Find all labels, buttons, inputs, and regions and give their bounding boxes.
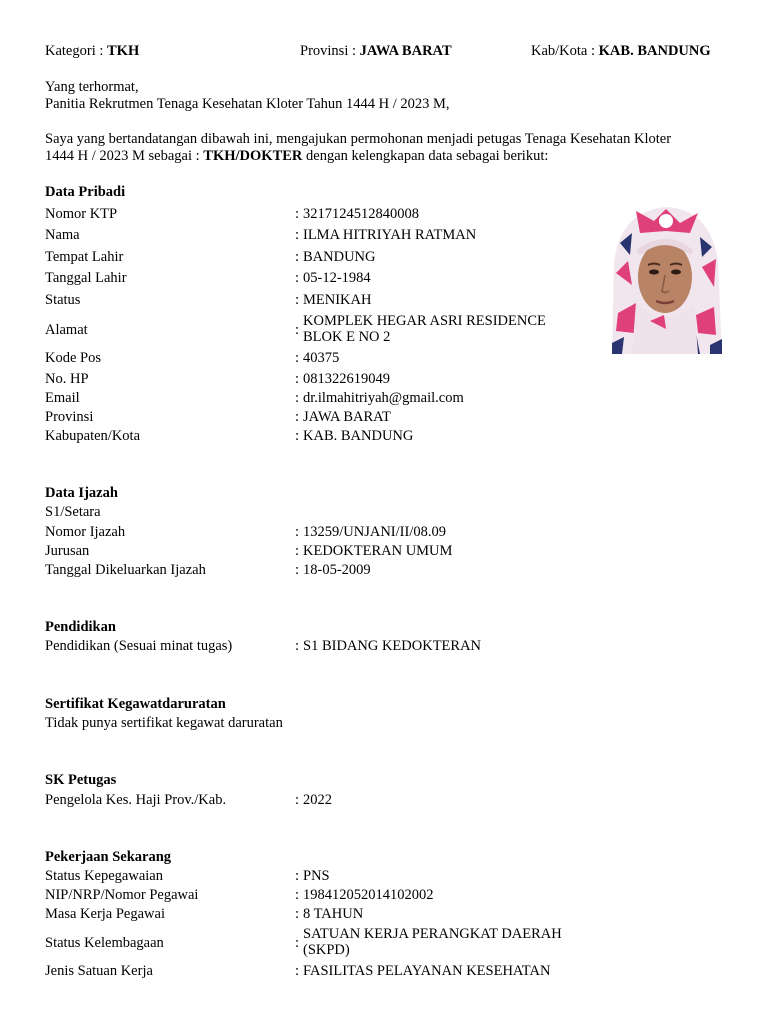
header-kategori [45, 43, 139, 60]
field-label: Pengelola Kes. Haji Prov./Kab. [45, 792, 227, 808]
kabkota-value: KAB. BANDUNG [598, 43, 711, 59]
field-value: FASILITAS PELAYANAN KESEHATAN [303, 963, 551, 979]
applicant-photo-icon [606, 203, 724, 354]
section-title-text: Pendidikan [45, 619, 116, 635]
field-value: KAB. BANDUNG [303, 428, 414, 444]
section-title-data-pribadi [45, 184, 125, 201]
field-label: Jenis Satuan Kerja [45, 963, 153, 979]
field-colon: : [295, 906, 300, 922]
field-value-line-2: BLOK E NO 2 [303, 329, 391, 345]
field-label: NIP/NRP/Nomor Pegawai [45, 887, 199, 903]
field-colon: : [295, 292, 300, 308]
field-colon: : [295, 322, 300, 338]
section-title-pendidikan [45, 619, 116, 636]
field-value: ILMA HITRIYAH RATMAN [303, 227, 477, 243]
section-title-sertifikat [45, 696, 226, 713]
field-colon: : [295, 390, 300, 406]
field-value: 198412052014102002 [303, 887, 434, 903]
applicant-photo [606, 203, 724, 354]
intro-line-2-pre: 1444 H / 2023 M sebagai : [45, 148, 204, 164]
field-value-line-1: SATUAN KERJA PERANGKAT DAERAH [303, 926, 562, 942]
ijazah-level: S1/Setara [45, 504, 101, 520]
field-value: 40375 [303, 350, 340, 366]
field-label: No. HP [45, 371, 89, 387]
field-colon: : [295, 887, 300, 903]
field-colon: : [295, 562, 300, 578]
field-value-line-1: KOMPLEK HEGAR ASRI RESIDENCE [303, 313, 546, 329]
section-title-text: Data Pribadi [45, 184, 126, 200]
field-label: Provinsi [45, 409, 94, 425]
header-provinsi [300, 43, 452, 60]
sertifikat-text: Tidak punya sertifikat kegawat daruratan [45, 715, 283, 731]
provinsi-label: Provinsi : [300, 43, 360, 59]
field-label: Nama [45, 227, 80, 243]
field-value: 081322619049 [303, 371, 390, 387]
field-colon: : [295, 249, 300, 265]
field-label: Status Kepegawaian [45, 868, 163, 884]
field-colon: : [295, 963, 300, 979]
field-value [303, 926, 562, 958]
field-value: 05-12-1984 [303, 270, 371, 286]
field-label: Tanggal Dikeluarkan Ijazah [45, 562, 206, 578]
field-value: MENIKAH [303, 292, 372, 308]
field-value: 13259/UNJANI/II/08.09 [303, 524, 446, 540]
field-colon: : [295, 409, 300, 425]
field-colon: : [295, 935, 300, 951]
field-colon: : [295, 543, 300, 559]
field-colon: : [295, 428, 300, 444]
field-label: Nomor KTP [45, 206, 118, 222]
recipient: Panitia Rekrutmen Tenaga Kesehatan Kloter Tahun 1444 H / 2023 M, [45, 96, 450, 112]
salutation: Yang terhormat, [45, 79, 139, 95]
section-title-text: Data Ijazah [45, 485, 118, 501]
intro-line-2 [45, 148, 548, 165]
field-value: PNS [303, 868, 330, 884]
field-label: Masa Kerja Pegawai [45, 906, 165, 922]
field-label: Kabupaten/Kota [45, 428, 141, 444]
intro-line-1: Saya yang bertandatangan dibawah ini, mengajukan permohonan menjadi petugas Tenaga Kesehatan Kloter [45, 131, 672, 147]
kategori-value: TKH [107, 43, 140, 59]
section-title-sk-petugas [45, 772, 116, 789]
section-title-pekerjaan [45, 849, 171, 866]
kabkota-label: Kab/Kota : [531, 43, 599, 59]
field-value: 2022 [303, 792, 332, 808]
field-colon: : [295, 371, 300, 387]
field-colon: : [295, 270, 300, 286]
field-colon: : [295, 350, 300, 366]
field-colon: : [295, 638, 300, 654]
field-colon: : [295, 206, 300, 222]
field-label: Status [45, 292, 81, 308]
field-colon: : [295, 227, 300, 243]
field-label: Kode Pos [45, 350, 101, 366]
kategori-label: Kategori : [45, 43, 108, 59]
field-value: KEDOKTERAN UMUM [303, 543, 453, 559]
field-colon: : [295, 792, 300, 808]
section-title-data-ijazah [45, 485, 118, 502]
header-kabkota [531, 43, 711, 60]
field-value: JAWA BARAT [303, 409, 391, 425]
field-label: Tanggal Lahir [45, 270, 127, 286]
field-value: BANDUNG [303, 249, 376, 265]
field-colon: : [295, 524, 300, 540]
field-label: Alamat [45, 322, 88, 338]
field-label: Email [45, 390, 80, 406]
field-label: Nomor Ijazah [45, 524, 126, 540]
field-label: Jurusan [45, 543, 90, 559]
intro-role: TKH/DOKTER [203, 148, 303, 164]
field-colon: : [295, 868, 300, 884]
section-title-text: Sertifikat Kegawatdaruratan [45, 696, 226, 712]
field-label: Pendidikan (Sesuai minat tugas) [45, 638, 233, 654]
field-label: Status Kelembagaan [45, 935, 164, 951]
section-title-text: SK Petugas [45, 772, 117, 788]
section-title-text: Pekerjaan Sekarang [45, 849, 172, 865]
field-value [303, 313, 546, 345]
field-value: 18-05-2009 [303, 562, 371, 578]
field-value: 3217124512840008 [303, 206, 419, 222]
field-value: dr.ilmahitriyah@gmail.com [303, 390, 464, 406]
field-value: 8 TAHUN [303, 906, 364, 922]
field-label: Tempat Lahir [45, 249, 124, 265]
intro-line-2-post: dengan kelengkapan data sebagai berikut: [302, 148, 549, 164]
provinsi-value: JAWA BARAT [359, 43, 452, 59]
field-value: S1 BIDANG KEDOKTERAN [303, 638, 482, 654]
field-value-line-2: (SKPD) [303, 942, 350, 958]
